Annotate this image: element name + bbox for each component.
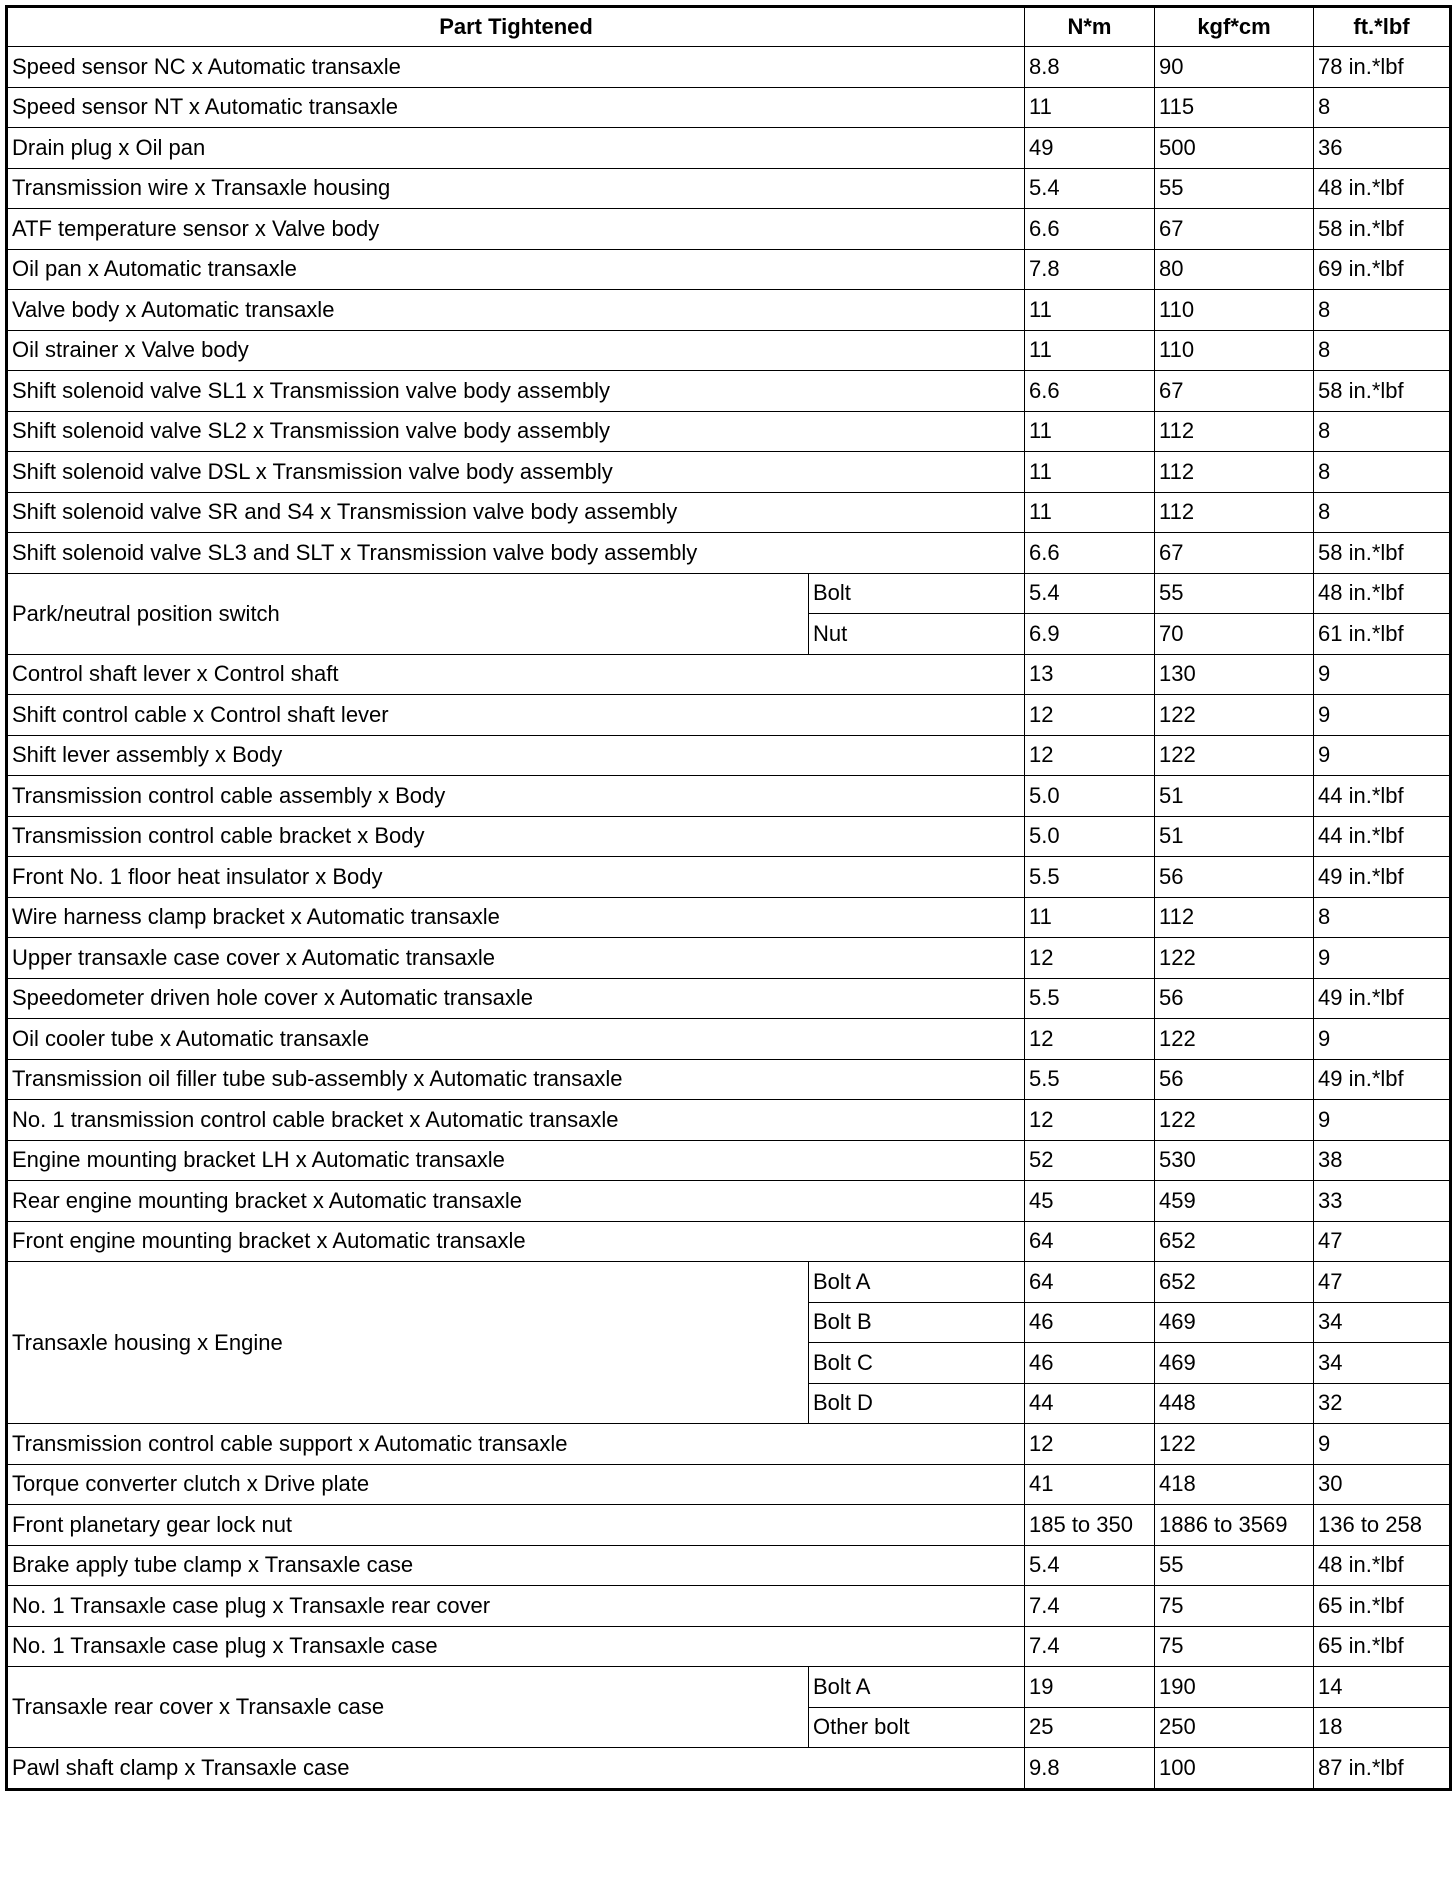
sub-part-cell: Bolt C bbox=[809, 1343, 1025, 1384]
table-row bbox=[7, 695, 1451, 736]
table-row bbox=[7, 1100, 1451, 1141]
table-row bbox=[7, 1262, 1451, 1303]
part-cell: Speed sensor NT x Automatic transaxle bbox=[7, 87, 1025, 128]
nm-cell: 185 to 350 bbox=[1025, 1505, 1155, 1546]
part-cell: Park/neutral position switch bbox=[7, 573, 809, 654]
table-row bbox=[7, 897, 1451, 938]
sub-part-cell: Bolt bbox=[809, 573, 1025, 614]
ft-cell: 8 bbox=[1314, 411, 1451, 452]
part-cell: Shift lever assembly x Body bbox=[7, 735, 1025, 776]
table-row bbox=[7, 47, 1451, 88]
sub-part-cell: Nut bbox=[809, 614, 1025, 655]
table-row bbox=[7, 290, 1451, 331]
part-cell: Drain plug x Oil pan bbox=[7, 128, 1025, 169]
ft-cell: 8 bbox=[1314, 897, 1451, 938]
kgf-cell: 110 bbox=[1155, 330, 1314, 371]
part-cell: Shift control cable x Control shaft lever bbox=[7, 695, 1025, 736]
kgf-cell: 75 bbox=[1155, 1586, 1314, 1627]
table-row bbox=[7, 776, 1451, 817]
ft-cell: 48 in.*lbf bbox=[1314, 573, 1451, 614]
nm-cell: 13 bbox=[1025, 654, 1155, 695]
ft-cell: 9 bbox=[1314, 1100, 1451, 1141]
ft-cell: 14 bbox=[1314, 1667, 1451, 1708]
kgf-cell: 80 bbox=[1155, 249, 1314, 290]
nm-cell: 11 bbox=[1025, 330, 1155, 371]
nm-cell: 12 bbox=[1025, 1019, 1155, 1060]
part-cell: Front planetary gear lock nut bbox=[7, 1505, 1025, 1546]
table-row bbox=[7, 573, 1451, 614]
ft-cell: 8 bbox=[1314, 492, 1451, 533]
kgf-cell: 51 bbox=[1155, 776, 1314, 817]
kgf-cell: 90 bbox=[1155, 47, 1314, 88]
table-row bbox=[7, 735, 1451, 776]
ft-cell: 9 bbox=[1314, 654, 1451, 695]
nm-cell: 6.6 bbox=[1025, 533, 1155, 574]
table-row bbox=[7, 1464, 1451, 1505]
kgf-cell: 652 bbox=[1155, 1221, 1314, 1262]
table-row bbox=[7, 1667, 1451, 1708]
nm-cell: 6.6 bbox=[1025, 209, 1155, 250]
ft-cell: 9 bbox=[1314, 695, 1451, 736]
table-row bbox=[7, 249, 1451, 290]
nm-cell: 8.8 bbox=[1025, 47, 1155, 88]
kgf-cell: 110 bbox=[1155, 290, 1314, 331]
nm-cell: 52 bbox=[1025, 1140, 1155, 1181]
kgf-cell: 250 bbox=[1155, 1707, 1314, 1748]
sub-part-cell: Bolt A bbox=[809, 1262, 1025, 1303]
part-cell: Oil cooler tube x Automatic transaxle bbox=[7, 1019, 1025, 1060]
part-cell: Torque converter clutch x Drive plate bbox=[7, 1464, 1025, 1505]
ft-cell: 48 in.*lbf bbox=[1314, 168, 1451, 209]
table-row bbox=[7, 371, 1451, 412]
part-cell: Brake apply tube clamp x Transaxle case bbox=[7, 1545, 1025, 1586]
nm-cell: 5.4 bbox=[1025, 1545, 1155, 1586]
kgf-cell: 469 bbox=[1155, 1343, 1314, 1384]
part-cell: Speedometer driven hole cover x Automatic transaxle bbox=[7, 978, 1025, 1019]
kgf-cell: 55 bbox=[1155, 573, 1314, 614]
part-cell: Pawl shaft clamp x Transaxle case bbox=[7, 1748, 1025, 1790]
kgf-cell: 469 bbox=[1155, 1302, 1314, 1343]
nm-cell: 12 bbox=[1025, 735, 1155, 776]
part-cell: No. 1 Transaxle case plug x Transaxle rear cover bbox=[7, 1586, 1025, 1627]
kgf-cell: 190 bbox=[1155, 1667, 1314, 1708]
kgf-cell: 122 bbox=[1155, 735, 1314, 776]
ft-cell: 44 in.*lbf bbox=[1314, 816, 1451, 857]
ft-cell: 9 bbox=[1314, 735, 1451, 776]
nm-cell: 11 bbox=[1025, 452, 1155, 493]
sub-part-cell: Other bolt bbox=[809, 1707, 1025, 1748]
part-cell: Transmission control cable bracket x Body bbox=[7, 816, 1025, 857]
kgf-cell: 67 bbox=[1155, 533, 1314, 574]
kgf-cell: 70 bbox=[1155, 614, 1314, 655]
nm-cell: 49 bbox=[1025, 128, 1155, 169]
nm-cell: 44 bbox=[1025, 1383, 1155, 1424]
nm-cell: 7.8 bbox=[1025, 249, 1155, 290]
kgf-cell: 56 bbox=[1155, 1059, 1314, 1100]
table-row bbox=[7, 1748, 1451, 1790]
part-cell: No. 1 Transaxle case plug x Transaxle case bbox=[7, 1626, 1025, 1667]
nm-cell: 7.4 bbox=[1025, 1626, 1155, 1667]
nm-cell: 12 bbox=[1025, 695, 1155, 736]
part-cell: Control shaft lever x Control shaft bbox=[7, 654, 1025, 695]
kgf-cell: 115 bbox=[1155, 87, 1314, 128]
ft-cell: 8 bbox=[1314, 290, 1451, 331]
kgf-cell: 500 bbox=[1155, 128, 1314, 169]
table-row bbox=[7, 209, 1451, 250]
ft-cell: 87 in.*lbf bbox=[1314, 1748, 1451, 1790]
table-row bbox=[7, 492, 1451, 533]
table-row bbox=[7, 1181, 1451, 1222]
kgf-cell: 448 bbox=[1155, 1383, 1314, 1424]
ft-cell: 58 in.*lbf bbox=[1314, 209, 1451, 250]
kgf-cell: 459 bbox=[1155, 1181, 1314, 1222]
kgf-cell: 122 bbox=[1155, 1424, 1314, 1465]
nm-cell: 11 bbox=[1025, 897, 1155, 938]
kgf-cell: 122 bbox=[1155, 695, 1314, 736]
ft-cell: 30 bbox=[1314, 1464, 1451, 1505]
kgf-cell: 100 bbox=[1155, 1748, 1314, 1790]
sub-part-cell: Bolt D bbox=[809, 1383, 1025, 1424]
kgf-cell: 56 bbox=[1155, 857, 1314, 898]
kgf-cell: 122 bbox=[1155, 938, 1314, 979]
nm-cell: 46 bbox=[1025, 1343, 1155, 1384]
ft-cell: 34 bbox=[1314, 1302, 1451, 1343]
nm-cell: 6.9 bbox=[1025, 614, 1155, 655]
nm-cell: 6.6 bbox=[1025, 371, 1155, 412]
ft-cell: 69 in.*lbf bbox=[1314, 249, 1451, 290]
part-cell: Transmission control cable assembly x Body bbox=[7, 776, 1025, 817]
kgf-cell: 530 bbox=[1155, 1140, 1314, 1181]
nm-cell: 5.5 bbox=[1025, 978, 1155, 1019]
nm-cell: 19 bbox=[1025, 1667, 1155, 1708]
nm-cell: 46 bbox=[1025, 1302, 1155, 1343]
table-row bbox=[7, 654, 1451, 695]
ft-cell: 61 in.*lbf bbox=[1314, 614, 1451, 655]
ft-cell: 36 bbox=[1314, 128, 1451, 169]
part-cell: No. 1 transmission control cable bracket x Automatic transaxle bbox=[7, 1100, 1025, 1141]
part-cell: Shift solenoid valve SL1 x Transmission valve body assembly bbox=[7, 371, 1025, 412]
nm-cell: 5.0 bbox=[1025, 776, 1155, 817]
part-cell: Front engine mounting bracket x Automatic transaxle bbox=[7, 1221, 1025, 1262]
table-row bbox=[7, 411, 1451, 452]
kgf-cell: 652 bbox=[1155, 1262, 1314, 1303]
nm-cell: 5.4 bbox=[1025, 168, 1155, 209]
part-cell: Transmission wire x Transaxle housing bbox=[7, 168, 1025, 209]
table-row bbox=[7, 1424, 1451, 1465]
kgf-cell: 418 bbox=[1155, 1464, 1314, 1505]
table-row bbox=[7, 330, 1451, 371]
nm-cell: 12 bbox=[1025, 938, 1155, 979]
kgf-cell: 55 bbox=[1155, 168, 1314, 209]
ft-cell: 8 bbox=[1314, 330, 1451, 371]
nm-cell: 41 bbox=[1025, 1464, 1155, 1505]
sub-part-cell: Bolt B bbox=[809, 1302, 1025, 1343]
kgf-cell: 75 bbox=[1155, 1626, 1314, 1667]
ft-cell: 47 bbox=[1314, 1262, 1451, 1303]
part-cell: Shift solenoid valve DSL x Transmission valve body assembly bbox=[7, 452, 1025, 493]
ft-cell: 9 bbox=[1314, 1019, 1451, 1060]
nm-cell: 7.4 bbox=[1025, 1586, 1155, 1627]
nm-cell: 45 bbox=[1025, 1181, 1155, 1222]
ft-cell: 58 in.*lbf bbox=[1314, 371, 1451, 412]
part-cell: Transmission oil filler tube sub-assembly x Automatic transaxle bbox=[7, 1059, 1025, 1100]
nm-cell: 11 bbox=[1025, 411, 1155, 452]
nm-cell: 5.5 bbox=[1025, 857, 1155, 898]
kgf-cell: 130 bbox=[1155, 654, 1314, 695]
kgf-cell: 122 bbox=[1155, 1019, 1314, 1060]
table-row bbox=[7, 816, 1451, 857]
kgf-cell: 1886 to 3569 bbox=[1155, 1505, 1314, 1546]
table-row bbox=[7, 1059, 1451, 1100]
part-cell: ATF temperature sensor x Valve body bbox=[7, 209, 1025, 250]
ft-cell: 44 in.*lbf bbox=[1314, 776, 1451, 817]
part-cell: Valve body x Automatic transaxle bbox=[7, 290, 1025, 331]
nm-cell: 9.8 bbox=[1025, 1748, 1155, 1790]
table-body bbox=[7, 47, 1451, 1790]
ft-cell: 9 bbox=[1314, 938, 1451, 979]
nm-cell: 64 bbox=[1025, 1262, 1155, 1303]
nm-cell: 11 bbox=[1025, 87, 1155, 128]
kgf-cell: 67 bbox=[1155, 371, 1314, 412]
part-cell: Oil pan x Automatic transaxle bbox=[7, 249, 1025, 290]
part-cell: Speed sensor NC x Automatic transaxle bbox=[7, 47, 1025, 88]
part-cell: Shift solenoid valve SL3 and SLT x Transmission valve body assembly bbox=[7, 533, 1025, 574]
ft-cell: 32 bbox=[1314, 1383, 1451, 1424]
ft-cell: 49 in.*lbf bbox=[1314, 857, 1451, 898]
table-row bbox=[7, 857, 1451, 898]
kgf-cell: 51 bbox=[1155, 816, 1314, 857]
nm-cell: 5.5 bbox=[1025, 1059, 1155, 1100]
torque-spec-table bbox=[5, 5, 1452, 1791]
header-kgf: kgf*cm bbox=[1155, 7, 1314, 47]
part-cell: Rear engine mounting bracket x Automatic transaxle bbox=[7, 1181, 1025, 1222]
kgf-cell: 112 bbox=[1155, 492, 1314, 533]
nm-cell: 11 bbox=[1025, 492, 1155, 533]
kgf-cell: 55 bbox=[1155, 1545, 1314, 1586]
table-row bbox=[7, 87, 1451, 128]
ft-cell: 18 bbox=[1314, 1707, 1451, 1748]
part-cell: Shift solenoid valve SR and S4 x Transmission valve body assembly bbox=[7, 492, 1025, 533]
nm-cell: 11 bbox=[1025, 290, 1155, 331]
ft-cell: 8 bbox=[1314, 452, 1451, 493]
ft-cell: 136 to 258 bbox=[1314, 1505, 1451, 1546]
part-cell: Shift solenoid valve SL2 x Transmission valve body assembly bbox=[7, 411, 1025, 452]
nm-cell: 5.4 bbox=[1025, 573, 1155, 614]
ft-cell: 33 bbox=[1314, 1181, 1451, 1222]
ft-cell: 65 in.*lbf bbox=[1314, 1626, 1451, 1667]
header-nm: N*m bbox=[1025, 7, 1155, 47]
table-row bbox=[7, 452, 1451, 493]
part-cell: Transaxle rear cover x Transaxle case bbox=[7, 1667, 809, 1748]
table-row bbox=[7, 128, 1451, 169]
nm-cell: 25 bbox=[1025, 1707, 1155, 1748]
ft-cell: 49 in.*lbf bbox=[1314, 1059, 1451, 1100]
table-row bbox=[7, 1221, 1451, 1262]
ft-cell: 65 in.*lbf bbox=[1314, 1586, 1451, 1627]
ft-cell: 8 bbox=[1314, 87, 1451, 128]
header-row bbox=[7, 7, 1451, 47]
part-cell: Transaxle housing x Engine bbox=[7, 1262, 809, 1424]
table-row bbox=[7, 1586, 1451, 1627]
ft-cell: 34 bbox=[1314, 1343, 1451, 1384]
header-part: Part Tightened bbox=[7, 7, 1025, 47]
table-row bbox=[7, 938, 1451, 979]
table-row bbox=[7, 1505, 1451, 1546]
part-cell: Upper transaxle case cover x Automatic transaxle bbox=[7, 938, 1025, 979]
table-row bbox=[7, 533, 1451, 574]
part-cell: Engine mounting bracket LH x Automatic transaxle bbox=[7, 1140, 1025, 1181]
ft-cell: 58 in.*lbf bbox=[1314, 533, 1451, 574]
part-cell: Transmission control cable support x Automatic transaxle bbox=[7, 1424, 1025, 1465]
ft-cell: 49 in.*lbf bbox=[1314, 978, 1451, 1019]
ft-cell: 47 bbox=[1314, 1221, 1451, 1262]
table-row bbox=[7, 1140, 1451, 1181]
part-cell: Front No. 1 floor heat insulator x Body bbox=[7, 857, 1025, 898]
table-row bbox=[7, 168, 1451, 209]
kgf-cell: 122 bbox=[1155, 1100, 1314, 1141]
table-row bbox=[7, 1626, 1451, 1667]
part-cell: Wire harness clamp bracket x Automatic transaxle bbox=[7, 897, 1025, 938]
ft-cell: 38 bbox=[1314, 1140, 1451, 1181]
ft-cell: 48 in.*lbf bbox=[1314, 1545, 1451, 1586]
header-ft: ft.*lbf bbox=[1314, 7, 1451, 47]
nm-cell: 5.0 bbox=[1025, 816, 1155, 857]
nm-cell: 64 bbox=[1025, 1221, 1155, 1262]
nm-cell: 12 bbox=[1025, 1100, 1155, 1141]
kgf-cell: 67 bbox=[1155, 209, 1314, 250]
kgf-cell: 56 bbox=[1155, 978, 1314, 1019]
ft-cell: 78 in.*lbf bbox=[1314, 47, 1451, 88]
kgf-cell: 112 bbox=[1155, 897, 1314, 938]
nm-cell: 12 bbox=[1025, 1424, 1155, 1465]
table-row bbox=[7, 1545, 1451, 1586]
kgf-cell: 112 bbox=[1155, 411, 1314, 452]
sub-part-cell: Bolt A bbox=[809, 1667, 1025, 1708]
kgf-cell: 112 bbox=[1155, 452, 1314, 493]
table-row bbox=[7, 978, 1451, 1019]
part-cell: Oil strainer x Valve body bbox=[7, 330, 1025, 371]
ft-cell: 9 bbox=[1314, 1424, 1451, 1465]
table-row bbox=[7, 1019, 1451, 1060]
